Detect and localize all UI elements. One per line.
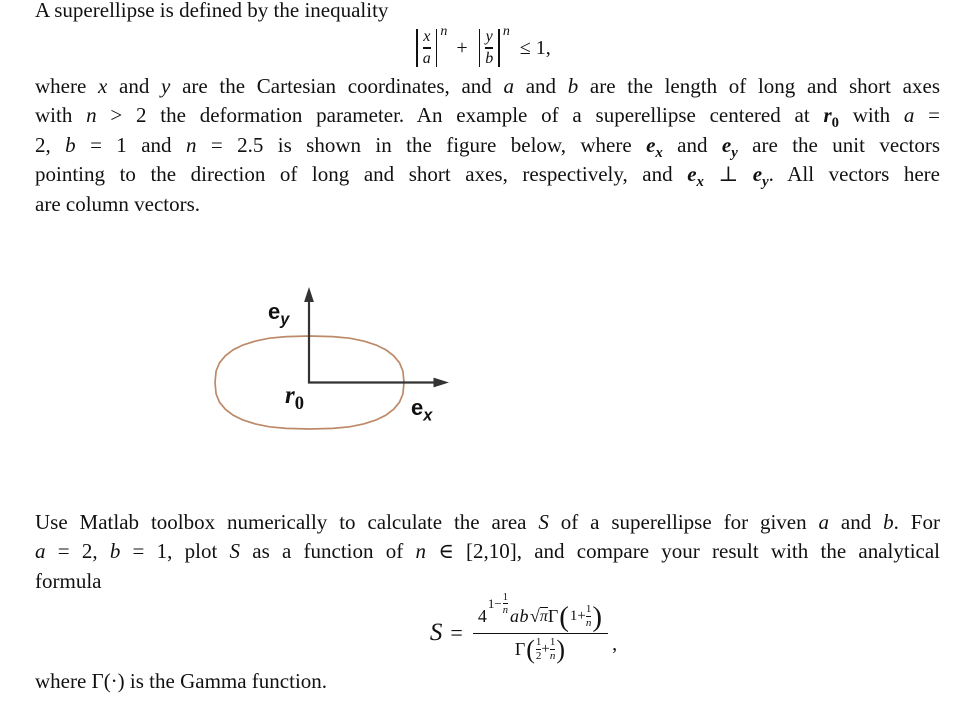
argument-prefix: 1+	[569, 608, 586, 625]
equals-sign: =	[450, 620, 463, 645]
text-line: where x and y are the Cartesian coordinates, and a and b are the length of long and short axes	[35, 74, 941, 98]
exponent-n: n	[502, 23, 510, 39]
close-paren: )	[556, 635, 566, 665]
outro-text: where Γ(·) is the Gamma function.	[35, 669, 328, 693]
main-fraction	[473, 591, 608, 665]
label-ex: $e_x$	[411, 395, 433, 425]
trailing-comma: ,	[612, 632, 618, 655]
text-line: 2, b = 1 and n = 2.5 is shown in the figure below, where $e_x$ and $e_y$ are the unit vectors	[35, 132, 940, 161]
fraction-bar	[485, 47, 493, 48]
text-line: a = 2, b = 1, plot S as a function of n ∈ [2,10], and compare your result with the analytical	[35, 539, 941, 564]
paragraph-definitions	[35, 72, 940, 219]
label-ey: $e_y$	[268, 299, 290, 329]
area-formula	[35, 590, 977, 676]
denominator: 2	[535, 649, 542, 662]
abs-bar	[416, 29, 418, 67]
gamma-symbol: Γ	[547, 606, 559, 627]
fraction-denominator	[514, 635, 566, 665]
paragraph-task	[35, 508, 940, 596]
fraction-1-over-n	[503, 592, 508, 616]
radical-sign: √	[529, 606, 540, 627]
base-four: 4	[477, 606, 487, 627]
denominator: n	[549, 649, 556, 662]
gamma-argument	[570, 604, 591, 629]
intro-text: A superellipse is defined by the inequality	[35, 0, 389, 22]
leq-one: ≤ 1,	[519, 36, 551, 59]
abs-bar	[479, 29, 481, 67]
text-line: are column vectors.	[35, 191, 201, 216]
abs-term-x	[414, 23, 448, 67]
gamma-symbol: Γ	[514, 639, 526, 660]
open-paren: (	[526, 635, 535, 665]
exponent	[488, 592, 508, 616]
numerator: y	[485, 28, 493, 46]
fraction-1-over-n	[550, 637, 556, 662]
numerator: 1	[549, 636, 556, 649]
x-axis-arrowhead	[434, 378, 450, 388]
numerator: 1	[585, 603, 592, 616]
text-line: pointing to the direction of long and short axes, respectively, and $e_x$ ⊥ $e_y$. All vectors here	[35, 162, 940, 191]
fraction-x-over-a	[420, 28, 434, 67]
numerator: 1	[535, 636, 542, 649]
coefficient-ab: ab	[509, 606, 529, 627]
exponent-n: n	[440, 23, 448, 39]
fraction-bar	[423, 47, 431, 48]
fraction-bar	[473, 633, 608, 635]
plus-operator: +	[456, 36, 468, 59]
fraction-y-over-b	[482, 28, 496, 67]
close-paren: )	[592, 600, 603, 633]
y-axis-arrowhead	[304, 287, 314, 302]
superellipse-inequality-formula	[0, 22, 971, 74]
denominator: b	[485, 49, 494, 67]
fraction-numerator	[473, 591, 608, 633]
abs-bar	[498, 29, 500, 67]
pi-symbol: π	[539, 608, 548, 626]
area-symbol: S	[429, 619, 443, 646]
abs-term-y	[477, 23, 510, 67]
fraction-1-over-n	[586, 604, 592, 629]
abs-bar	[436, 29, 438, 67]
exponent-prefix: 1−	[487, 595, 502, 611]
label-r0: $r_0$	[285, 382, 304, 414]
text-line: with n > 2 the deformation parameter. An example of a superellipse centered at $r_0$ with a =	[35, 103, 941, 132]
text-line: Use Matlab toolbox numerically to calculate the area S of a superellipse for given a and b. For	[35, 510, 940, 534]
denominator: a	[422, 49, 431, 67]
text-line: formula	[35, 568, 102, 593]
plus-operator: +	[541, 641, 550, 658]
open-paren: (	[559, 600, 569, 633]
numerator: 1	[502, 591, 508, 603]
denominator: n	[585, 616, 592, 629]
denominator: n	[502, 604, 508, 616]
numerator: x	[423, 28, 431, 46]
superellipse-figure	[170, 281, 470, 451]
